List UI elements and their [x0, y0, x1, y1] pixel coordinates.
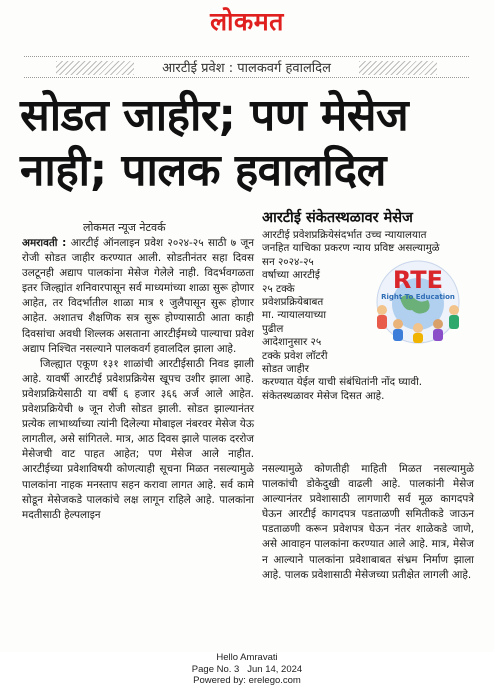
sidebar-line: आदेशानुसार २५	[262, 336, 322, 349]
sidebar-line: जनहित याचिका प्रकरण न्याय प्रविष्ट असल्यामुळे	[262, 242, 440, 255]
footer-edition: Hello Amravati	[216, 652, 278, 663]
headline-line-2: नाही; पालक हवालदिल	[20, 145, 386, 196]
article-paragraph-2: जिल्ह्यात एकूण १३१ शाळांची आरटीईसाठी निवड झाली आहे. यावर्षी आरटीई प्रवेशप्रक्रियेस खूपच उशीर झाला आहे. प्रवेशप्रक्रियेसाठी या वर्षी ६ हजार ३६६ अर्ज आले आहेत. प्रवेशप्रक्रियेची ७ जून रोजी सोडत झाली. सोडत झाल्यानंतर प्रत्येक लाभार्थ्याच्या त्यांनी दिलेल्या मोबाइल नंबरवर मेसेज येऊ लागतील, असे सांगितले. मात्र, आठ दिवस झाले पालक दररोज मेसेजची वाट पाहत आहेत; पण मेसेज आले नाहीत. आरटीईच्या प्रवेशाविषयी कोणत्याही सूचना मिळत नसल्यामुळे पालकांना नाहक मनस्ताप सहन करावा लागत आहे. सर्व कामे सोडून मेसेजकडे पालकांचे लक्ष लागून राहिले आहे. पालकांना मदतीसाठी हेल्पलाइन	[22, 357, 254, 521]
masthead-logo	[0, 4, 494, 38]
kicker-text: आरटीई प्रवेश : पालकवर्ग हवालदिल	[162, 61, 331, 76]
sidebar-line: प्रवेशप्रक्रियेबाबत	[262, 296, 324, 309]
dateline: अमरावती :	[22, 237, 67, 249]
sidebar-line: टक्के प्रवेश लॉटरी	[262, 349, 328, 362]
sidebar-line: करण्यात येईल याची संबंधितांनी नोंद घ्यावी.	[262, 376, 423, 389]
sidebar-line: सोडत जाहीर	[262, 363, 309, 376]
section-kicker	[24, 56, 469, 78]
sidebar-line: मा. न्यायालयाच्या	[262, 309, 327, 322]
headline	[20, 88, 490, 198]
byline: लोकमत न्यूज नेटवर्क	[83, 221, 166, 234]
article-right-column	[262, 462, 474, 583]
paragraph-1-text: आरटीई ऑनलाइन प्रवेश २०२४-२५ साठी ७ जून रोजी सोडत जाहीर करण्यात आली. सोडतीनंतर सहा दिवस उलटूनही अद्याप पालकांना मेसेज गेलेले नाही. विदर्भवगळता इतर जिल्ह्यांत शनिवारपासून सर्व माध्यमांच्या शाळा सुरू होणार आहेत, तर विदर्भातील शाळा मात्र १ जुलैपासून सुरू होणार आहेत. अशातच शैक्षणिक सत्र सुरू होण्यासाठी आता काही दिवसांचा अवधी शिल्लक असताना आरटीईमध्ये पाल्याचा प्रवेश अद्याप निश्चित नसल्याने पालकवर्ग हवालदिल झाला आहे.	[22, 237, 255, 355]
page-footer	[0, 652, 494, 687]
sidebar-line: सन २०२४-२५	[262, 255, 314, 268]
footer-powered-by: Powered by: erelego.com	[193, 675, 301, 686]
article-paragraph-1	[22, 236, 254, 357]
sidebar-line: वर्षाच्या आरटीई	[262, 269, 320, 282]
kicker-stripe-right	[359, 61, 437, 75]
article-right-text: नसल्यामुळे कोणतीही माहिती मिळत नसल्यामुळे पालकांची डोकेदुखी वाढली आहे. पालकांनी मेसेज आल्यानंतर प्रवेशासाठी लागणारी सर्व मूळ कागदपत्रे घेऊन आरटीई कागदपत्र पडताळणी समितीकडे जाऊन पडताळणी करून प्रवेशपत्र घेऊन नंतर शाळेकडे जाणे, असे आवाहन पालकांना करण्यात आले आहे. मात्र, मेसेज न आल्याने पालकांना प्रवेशाबाबत संभ्रम निर्माण झाला आहे. पालक प्रवेशासाठी मेसेजच्या प्रतीक्षेत लागली आहे.	[262, 463, 474, 581]
rte-illustration	[362, 258, 474, 346]
article-left-column	[22, 236, 254, 523]
rte-logo-caption: Right To Education	[381, 293, 455, 301]
sidebar-line: आरटीई प्रवेशप्रक्रियेसंदर्भात उच्च न्यायालयात	[262, 229, 427, 241]
sidebar-line: पुढील	[262, 322, 284, 335]
headline-line-1: सोडत जाहीर; पण मेसेज	[20, 90, 409, 141]
sidebar-title: आरटीई संकेतस्थळावर मेसेज	[262, 210, 413, 226]
logo-text: लोकमत	[210, 7, 284, 36]
footer-page-date: Page No. 3 Jun 14, 2024	[191, 663, 303, 675]
sidebar-line: २५ टक्के	[262, 282, 295, 295]
rte-logo-text: RTE	[392, 266, 444, 294]
sidebar-line: संकेतस्थळावर मेसेज दिसत आहे.	[262, 389, 385, 402]
kicker-stripe-left	[56, 61, 134, 75]
sidebar-box	[262, 207, 474, 443]
